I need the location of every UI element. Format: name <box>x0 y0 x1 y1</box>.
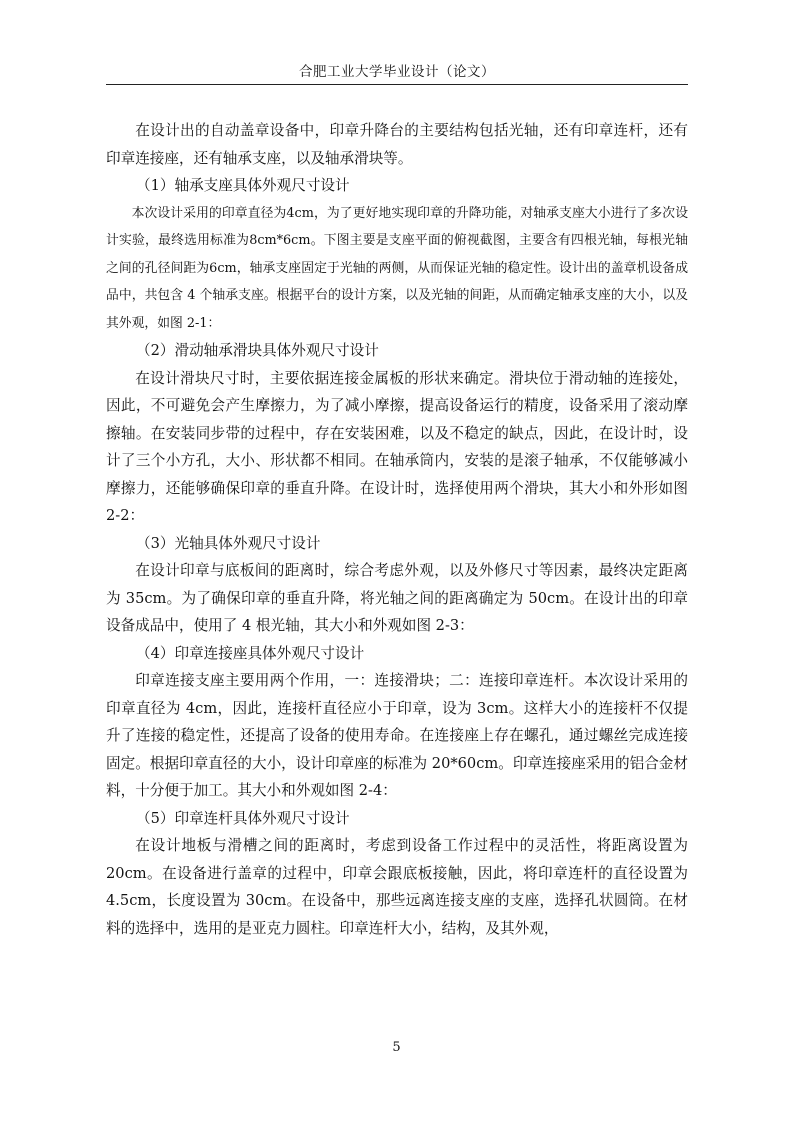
page-number: 5 <box>392 1040 401 1055</box>
section-heading-2: （2）滑动轴承滑块具体外观尺寸设计 <box>136 342 379 359</box>
paragraph-3: 在设计印章与底板间的距离时，综合考虑外观，以及外修尺寸等因素，最终决定距离为 35cm。为了确保印章的垂直升降，将光轴之间的距离确定为 50cm。在设计出的印章设备成品中，使用了 4 根光轴，其大小和外观如图 2-3： <box>106 562 688 634</box>
main-text <box>106 117 688 942</box>
section-heading-5: （5）印章连杆具体外观尺寸设计 <box>136 809 350 827</box>
paragraph-4: 印章连接支座主要用两个作用，一：连接滑块；二：连接印章连杆。本次设计采用的印章直径为 4cm，因此，连接杆直径应小于印章，设为 3cm。这样大小的连接杆不仅提升了连接的稳定性，还提高了设备的使用寿命。在连接座上存在螺孔，通过螺丝完成连接固定。根据印章直径的大小，设计印章座的标准为 20*60cm。印章连接座采用的铝合金材料，十分便于加工。其大小和外观如图 2-4： <box>106 672 688 799</box>
section-heading-4: （4）印章连接座具体外观尺寸设计 <box>136 644 365 662</box>
section-heading-1: （1）轴承支座具体外观尺寸设计 <box>136 177 350 194</box>
paragraph-5: 在设计地板与滑槽之间的距离时，考虑到设备工作过程中的灵活性，将距离设置为 20cm。在设备进行盖章的过程中，印章会跟底板接触，因此，将印章连杆的直径设置为 4.5cm，长度设置为 30cm。在设备中，那些远离连接支座的支座，选择孔状圆筒。在材料的选择中，选用的是亚克力圆柱。印章连杆大小，结构，及其外观， <box>106 837 688 937</box>
paragraph-2: 在设计滑块尺寸时，主要依据连接金属板的形状来确定。滑块位于滑动轴的连接处，因此，不可避免会产生摩擦力，为了减小摩擦，提高设备运行的精度，设备采用了滚动摩擦轴。在安装同步带的过程中，存在安装困难，以及不稳定的缺点，因此，在设计时，设计了三个小方孔，大小、形状都不相同。在轴承筒内，安装的是滚子轴承，不仅能够减小摩擦力，还能够确保印章的垂直升降。在设计时，选择使用两个滑块，其大小和外形如图 2-2： <box>106 369 688 524</box>
section-heading-3: （3）光轴具体外观尺寸设计 <box>136 534 321 552</box>
paragraph-intro: 在设计出的自动盖章设备中，印章升降台的主要结构包括光轴，还有印章连杆，还有印章连接座，还有轴承支座，以及轴承滑块等。 <box>106 122 688 167</box>
paragraph-1: 本次设计采用的印章直径为4cm，为了更好地实现印章的升降功能，对轴承支座大小进行了多次设计实验，最终选用标准为8cm*6cm。下图主要是支座平面的俯视截图，主要含有四根光轴，每根光轴之间的孔径间距为6cm，轴承支座固定于光轴的两侧，从而保证光轴的稳定性。设计出的盖章机设备成品中，共包含 4 个轴承支座。根据平台的设计方案，以及光轴的间距，从而确定轴承支座的大小，以及其外观，如图 2-1： <box>106 205 688 331</box>
running-header: 合肥工业大学毕业设计（论文） <box>299 64 495 80</box>
header-divider <box>106 84 688 85</box>
